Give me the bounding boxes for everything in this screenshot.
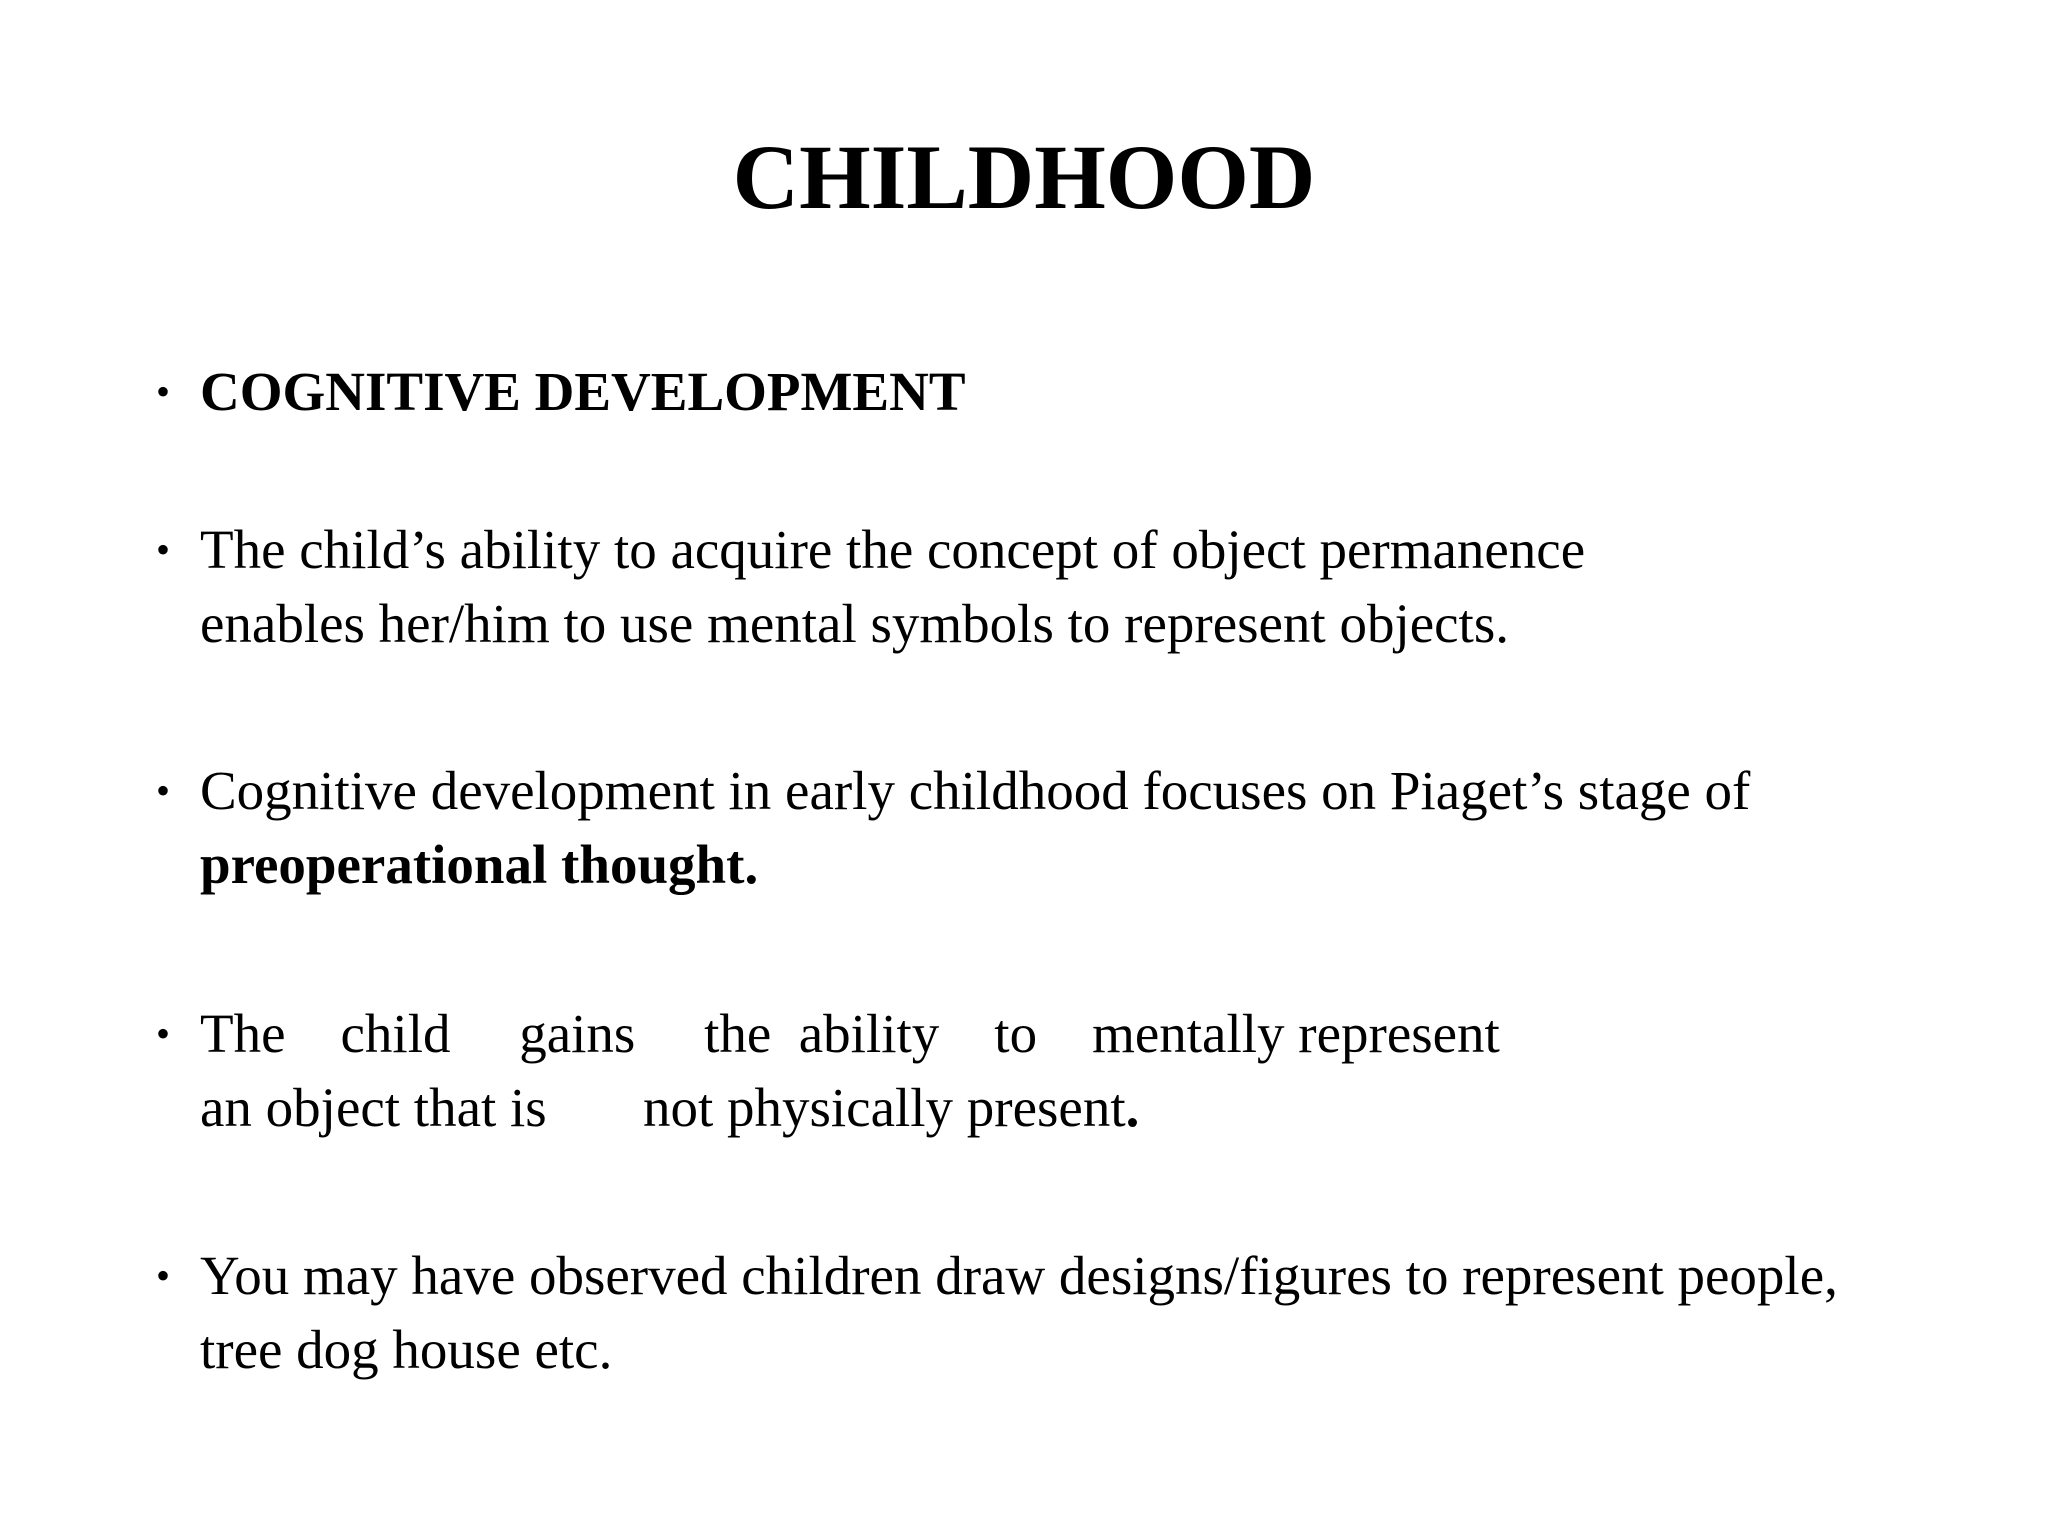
- bullet-dot: •: [156, 369, 171, 414]
- bullet-line-1: You may have observed children draw designs/figures to represent people,: [200, 1245, 1838, 1306]
- bullet-line-2-period: .: [1125, 1077, 1140, 1138]
- bullet-text: [200, 355, 1920, 429]
- bullet-line-1: The child’s ability to acquire the concept of object permanence: [200, 519, 1586, 580]
- slide-title: CHILDHOOD: [732, 126, 1316, 228]
- bullet-dot: •: [156, 1011, 171, 1056]
- bullet-line-2-bold: preoperational thought.: [200, 834, 759, 895]
- bullet-heading: COGNITIVE DEVELOPMENT: [200, 361, 966, 422]
- bullet-dot: •: [156, 527, 171, 572]
- bullet-dot: •: [156, 768, 171, 813]
- bullet-dot: •: [156, 1253, 171, 1298]
- bullet-line-1: Cognitive development in early childhood focuses on Piaget’s stage of: [200, 760, 1751, 821]
- bullet-text: [200, 1239, 1920, 1387]
- bullet-text: [200, 997, 1920, 1145]
- bullet-text: [200, 754, 1920, 902]
- bullet-line-2: enables her/him to use mental symbols to represent objects.: [200, 593, 1509, 654]
- bullet-line-2: [200, 1071, 1920, 1145]
- bullet-line-2-text: an object that is not physically present: [200, 1077, 1126, 1138]
- bullet-text: [200, 513, 1920, 661]
- bullet-line-1: The child gains the ability to mentally represent: [200, 1003, 1500, 1064]
- bullet-line-2: tree dog house etc.: [200, 1319, 613, 1380]
